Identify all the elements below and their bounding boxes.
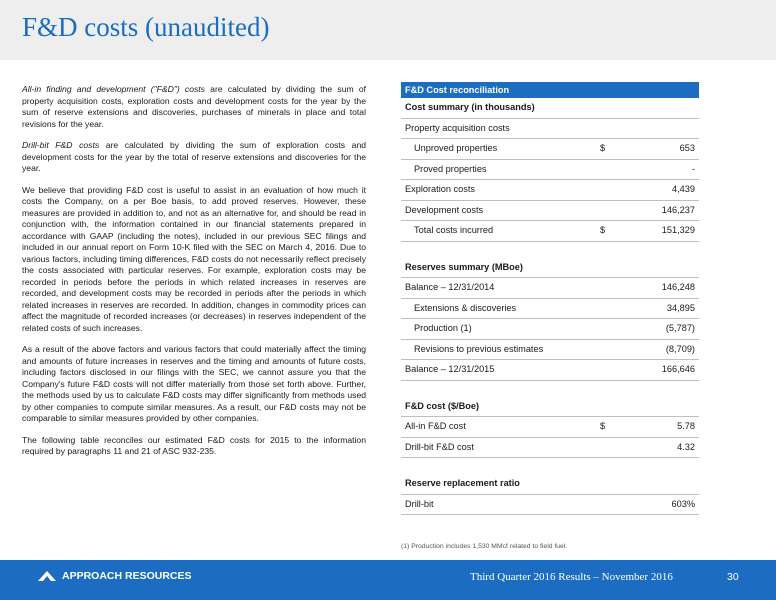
logo-text: APPROACH RESOURCES [62, 570, 192, 582]
paragraph-lead: All-in finding and development ("F&D") costs [22, 84, 205, 94]
row-label: Revisions to previous estimates [414, 343, 544, 354]
section-title: Reserve replacement ratio [405, 478, 520, 488]
row-label: Drill-bit [405, 498, 434, 509]
footer-text: Third Quarter 2016 Results – November 2016 [470, 571, 673, 583]
row-value: 151,329 [661, 225, 695, 235]
row-label: Extensions & discoveries [414, 302, 517, 313]
paragraph [22, 185, 366, 335]
page-number: 30 [727, 571, 739, 583]
footer-band [0, 560, 776, 600]
row-value: (5,787) [665, 323, 695, 333]
table-row [401, 160, 699, 181]
table-row [401, 221, 699, 242]
section-title-row [401, 258, 699, 279]
row-value: - [691, 163, 695, 174]
paragraph-lead: Drill-bit F&D costs [22, 140, 100, 150]
row-label: Unproved properties [414, 143, 498, 153]
section-title: Cost summary (in thousands) [405, 102, 535, 112]
paragraph [22, 84, 366, 130]
row-value: 5.78 [677, 421, 695, 431]
table-row [401, 278, 699, 299]
fd-cost-table [401, 82, 699, 515]
row-currency: $ [600, 143, 606, 153]
section-title-row [401, 98, 699, 119]
section-title-row [401, 474, 699, 495]
paragraph-text: We believe that providing F&D cost is useful to assist in an evaluation of how much it costs the Company, on a per Boe basis, to add proved reserves. However, these measures are provided in addition to, and not as an alternative for, and should be read in conjunction with, the information contained in our financial statements prepared in accordance with GAAP (including the notes), included in our previous SEC filings and included in our annual report on Form 10-K filed with the SEC on March 4, 2016. Due to various factors, including timing differences, F&D costs do not necessarily reflect precisely the costs associated with particular reserves. For example, exploration costs may be recorded in periods before the periods in which related increases in reserves are recorded, and development costs may be recorded in periods after the periods in which related increases in reserves are recorded. In addition, changes in commodity prices can affect the magnitude of recorded increases (or decreases) in reserves independent of the related costs of such increases. [22, 184, 366, 333]
row-value: 603% [671, 498, 695, 509]
row-value: 146,237 [661, 204, 695, 215]
row-value: 4.32 [677, 441, 695, 452]
table-row [401, 139, 699, 160]
table-row [401, 319, 699, 340]
paragraph-text: The following table reconciles our estimated F&D costs for 2015 to the information required by paragraphs 11 and 21 of ASC 932-235. [22, 434, 366, 456]
section-title: Reserves summary (MBoe) [405, 261, 523, 272]
paragraph [22, 344, 366, 425]
row-currency: $ [600, 225, 606, 235]
row-label: Total costs incurred [414, 225, 494, 235]
row-label: All-in F&D cost [405, 421, 466, 431]
section-spacer [401, 381, 699, 397]
row-currency: $ [600, 421, 606, 431]
footnote: (1) Production includes 1,530 MMcf related to field fuel. [401, 543, 568, 550]
table-header: F&D Cost reconciliation [401, 82, 699, 98]
row-value: 146,248 [661, 282, 695, 292]
table-row [401, 360, 699, 381]
explanatory-text [22, 84, 366, 468]
row-value: 34,895 [666, 302, 695, 313]
company-logo [38, 570, 192, 582]
table-row [401, 180, 699, 201]
section-spacer [401, 242, 699, 258]
row-label: Exploration costs [405, 184, 475, 194]
row-value: 4,439 [672, 184, 695, 194]
logo-mark-icon [38, 571, 56, 581]
row-label: Property acquisition costs [405, 122, 510, 133]
header-band [0, 0, 776, 60]
row-label: Development costs [405, 204, 484, 215]
table-row [401, 299, 699, 320]
paragraph-text: As a result of the above factors and various factors that could materially affect the timing and amounts of future increases in reserves and the timing and amounts of future costs, including factors disclosed in our filings with the SEC, we cannot assure you that the Company's future F&D costs will not differ materially from those set forth above. Further, the methods used by us to calculate F&D costs may differ significantly from methods used by other companies to compute similar measures. As a result, our F&D costs may not be comparable to similar measures provided by other companies. [22, 344, 366, 423]
paragraph-text: are calculated by dividing the sum of exploration costs and development costs for the year by the total of reserve extensions and discoveries for the year. [22, 140, 367, 173]
paragraph [22, 140, 366, 175]
row-label: Drill-bit F&D cost [405, 441, 474, 452]
row-value: 166,646 [661, 364, 695, 374]
section-title-row [401, 397, 699, 418]
row-value: 653 [679, 143, 695, 153]
section-spacer [401, 458, 699, 474]
row-label: Proved properties [414, 163, 487, 174]
page-title: F&D costs (unaudited) [22, 12, 270, 42]
row-label: Balance – 12/31/2014 [405, 282, 495, 292]
table-row [401, 119, 699, 140]
table-row [401, 201, 699, 222]
table-row [401, 417, 699, 438]
table-row [401, 438, 699, 459]
row-label: Production (1) [414, 323, 472, 333]
row-value: (8,709) [665, 343, 695, 354]
row-label: Balance – 12/31/2015 [405, 364, 495, 374]
table-row [401, 495, 699, 516]
paragraph [22, 435, 366, 458]
table-row [401, 340, 699, 361]
paragraph-text: are calculated by dividing the sum of property acquisition costs, exploration costs and development costs for the year by the sum of reserve extensions and discoveries, purchases of minerals in place and total revisions for the year. [22, 84, 366, 129]
section-title: F&D cost ($/Boe) [405, 400, 480, 411]
